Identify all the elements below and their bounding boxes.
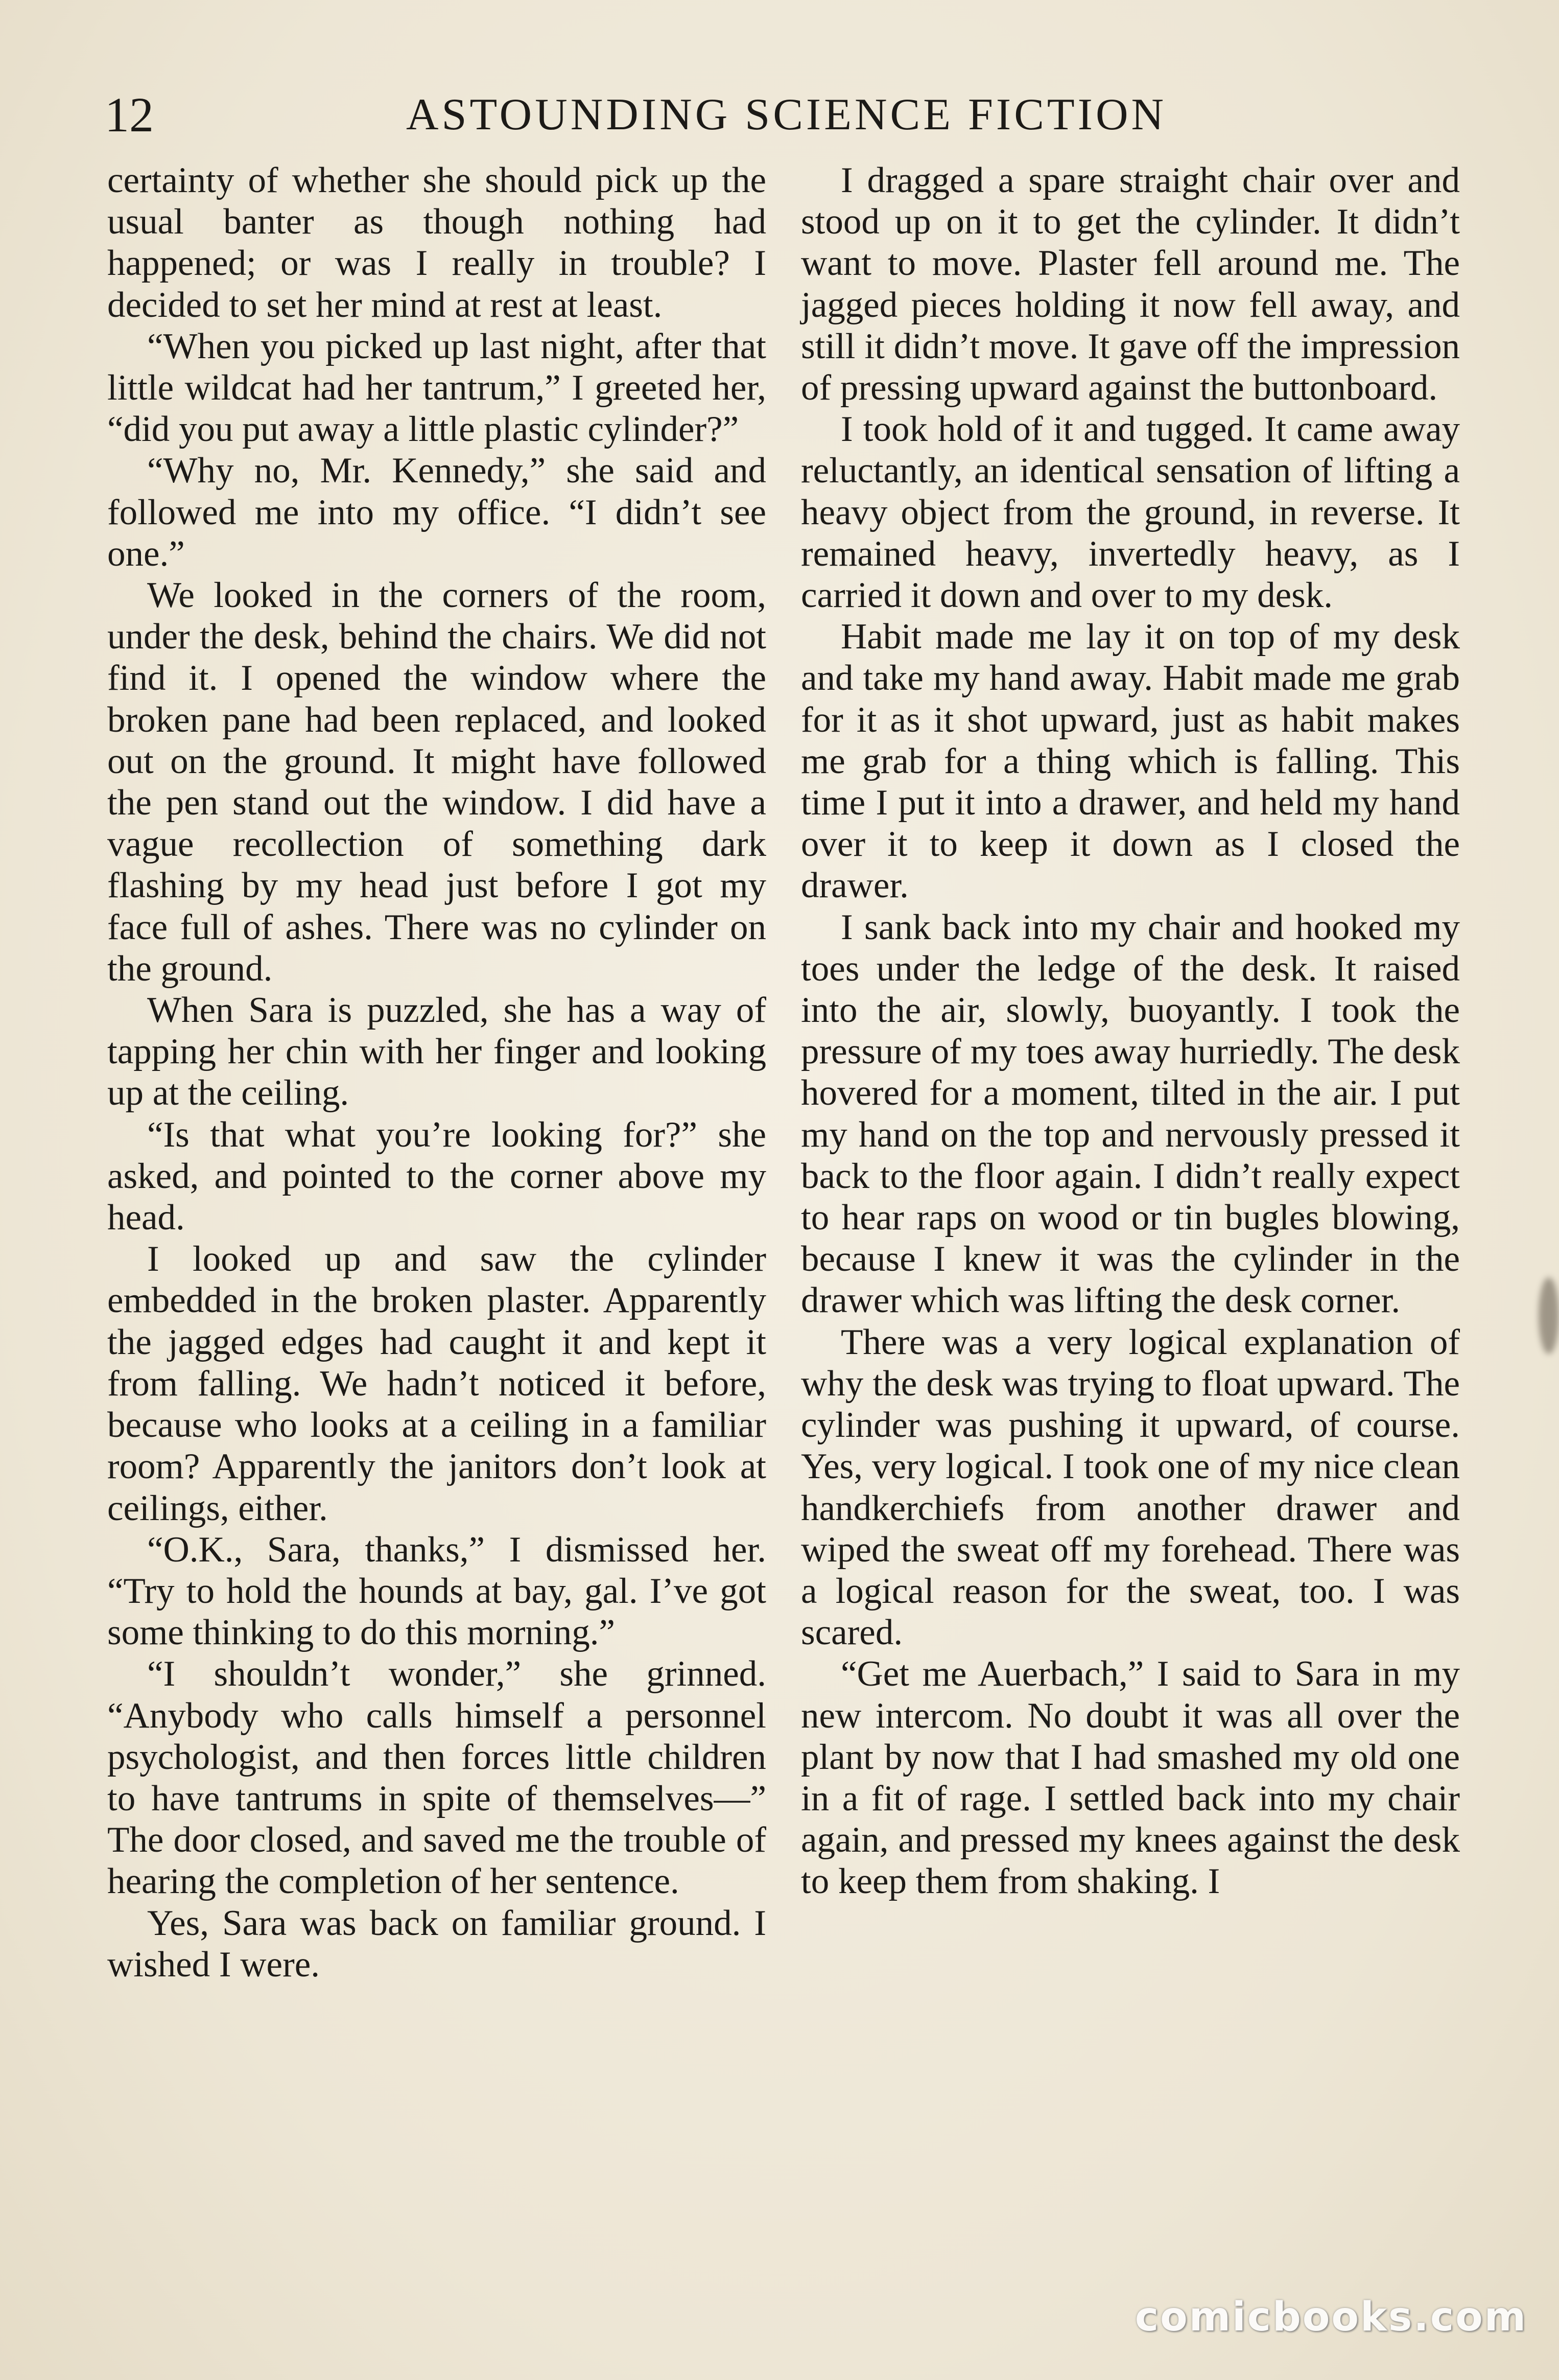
paragraph: Yes, Sara was back on familiar ground. I wished I were. [107,1903,766,1985]
paragraph: There was a very logical explanation of why the desk was trying to float upward. The cylinder was pushing it upward, of course. Yes, very logical. I took one of my nice clean handkerchiefs from another drawer and wiped the sweat off my forehead. There was a logical reason for the sweat, too. I was scared. [801,1322,1460,1653]
page-smudge [1539,1277,1559,1354]
paragraph: “Why no, Mr. Kennedy,” she said and followed me into my office. “I didn’t see one.” [107,451,766,574]
paragraph: We looked in the corners of the room, under the desk, behind the chairs. We did not find it. I opened the window where the broken pane had been replaced, and looked out on the ground. It might have followed the pen stand out the window. I did have a vague recollection of something dark flashing by my head just before I got my face full of ashes. There was no cylinder on the ground. [107,575,766,989]
watermark: comicbooks.com [1135,2294,1527,2340]
paragraph: I dragged a spare straight chair over and stood up on it to get the cylinder. It didn’t want to move. Plaster fell around me. The jagged pieces holding it now fell away, and still it didn’t move. It gave off the impression of pressing upward against the buttonboard. [801,160,1460,408]
page-number: 12 [105,87,154,142]
paragraph: “Get me Auerbach,” I said to Sara in my new intercom. No doubt it was all over the plant by now that I had smashed my old one in a fit of rage. I settled back into my chair again, and pressed my knees against the desk to keep them from shaking. I [801,1654,1460,1902]
paragraph: “When you picked up last night, after that little wildcat had her tantrum,” I greeted her, “did you put away a little plastic cylinder?” [107,326,766,450]
paragraph: When Sara is puzzled, she has a way of tapping her chin with her finger and looking up at the ceiling. [107,990,766,1113]
paragraph: “Is that what you’re looking for?” she asked, and pointed to the corner above my head. [107,1114,766,1238]
paragraph: I looked up and saw the cylinder embedded in the broken plaster. Apparently the jagged edges had caught it and kept it from falling. We hadn’t noticed it before, because who looks at a ceiling in a familiar room? Apparently the janitors don’t look at ceilings, either. [107,1239,766,1528]
magazine-title: ASTOUNDING SCIENCE FICTION [406,90,1167,139]
paragraph: I took hold of it and tugged. It came away reluctantly, an identical sensation of lifting a heavy object from the ground, in reverse. It remained heavy, invertedly heavy, as I carried it down and over to my desk. [801,409,1460,616]
paragraph: “I shouldn’t wonder,” she grinned. “Anybody who calls himself a personnel psychologist, and then forces little children to have tantrums in spite of themselves—” The door closed, and saved me the trouble of hearing the completion of her sentence. [107,1654,766,1902]
paragraph: certainty of whether she should pick up the usual banter as though nothing had happened; or was I really in trouble? I decided to set her mind at rest at least. [107,160,766,325]
left-column [107,160,766,1986]
running-head [105,84,1423,146]
paragraph: Habit made me lay it on top of my desk and take my hand away. Habit made me grab for it as it shot upward, just as habit makes me grab for a thing which is falling. This time I put it into a drawer, and held my hand over it to keep it down as I closed the drawer. [801,617,1460,906]
paragraph: I sank back into my chair and hooked my toes under the ledge of the desk. It raised into the air, slowly, buoyantly. I took the pressure of my toes away hurriedly. The desk hovered for a moment, tilted in the air. I put my hand on the top and nervously pressed it back to the floor again. I didn’t really expect to hear raps on wood or tin bugles blowing, because I knew it was the cylinder in the drawer which was lifting the desk corner. [801,907,1460,1321]
right-column [801,160,1460,1903]
paragraph: “O.K., Sara, thanks,” I dismissed her. “Try to hold the hounds at bay, gal. I’ve got some thinking to do this morning.” [107,1529,766,1653]
